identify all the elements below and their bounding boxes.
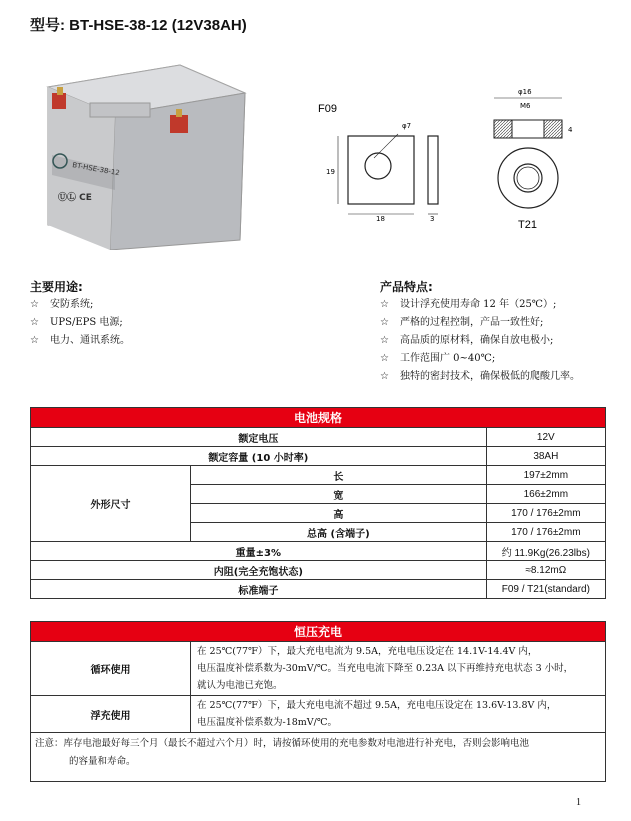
cycle-use-label: 循环使用 xyxy=(31,642,191,696)
star-icon: ☆ xyxy=(380,335,389,346)
star-icon: ☆ xyxy=(380,353,389,364)
table-row: 外形尺寸 长 197±2mm xyxy=(31,466,606,485)
f09-terminal-drawing xyxy=(318,98,448,226)
f09-thick-dim: 3 xyxy=(430,215,435,223)
table-row: 重量±3% 约 11.9Kg(26.23lbs) xyxy=(31,542,606,561)
f09-height-dim: 19 xyxy=(326,168,335,176)
star-icon: ☆ xyxy=(380,371,389,382)
cycle-use-desc: 在 25℃(77℉）下，最大充电电流为 9.5A，充电电压设定在 14.1V-14.4V 内， 电压温度补偿系数为-30mV/℃。当充电电流下降至 0.23A 以下再维持充电状态 3 小时， 就认为电池已充饱。 xyxy=(191,642,606,696)
float-use-label: 浮充使用 xyxy=(31,696,191,733)
list-item: ☆ 安防系统; xyxy=(30,296,130,314)
f09-width-dim: 18 xyxy=(376,215,385,223)
list-item: ☆ 工作范围广 0~40℃; xyxy=(380,350,580,368)
table-row xyxy=(31,696,606,733)
float-use-desc: 在 25℃(77℉）下，最大充电电流不超过 9.5A，充电电压设定在 13.6V-13.8V 内， 电压温度补偿系数为-18mV/℃。 xyxy=(191,696,606,733)
page-number: 1 xyxy=(576,797,581,808)
list-item: ☆ 独特的密封技术，确保极低的爬酸几率。 xyxy=(380,368,580,386)
t21-label: T21 xyxy=(518,219,537,231)
t21-outer-dim: φ16 xyxy=(518,88,532,96)
features-list xyxy=(380,296,580,386)
battery-model-text: BT-HSE-38-12 xyxy=(71,161,121,178)
star-icon: ☆ xyxy=(30,317,39,328)
table-row: 额定电压 12V xyxy=(31,428,606,447)
charge-table xyxy=(30,621,606,782)
list-item: ☆ 电力、通讯系统。 xyxy=(30,332,130,350)
dims-label: 外形尺寸 xyxy=(31,466,191,542)
spec-table xyxy=(30,407,606,599)
usage-heading: 主要用途: xyxy=(30,280,83,294)
table-row: 内阻(完全充饱状态) ≈8.12mΩ xyxy=(31,561,606,580)
table-row: 总高 (含端子) 170 / 176±2mm xyxy=(31,523,606,542)
list-item: ☆ 严格的过程控制，产品一致性好; xyxy=(380,314,580,332)
t21-terminal-drawing xyxy=(488,84,580,234)
battery-image xyxy=(30,55,255,250)
storage-note: 注意：库存电池最好每三个月（最长不超过六个月）时，请按循环使用的充电参数对电池进行补充电，否则会影响电池 的容量和寿命。 xyxy=(31,733,606,782)
table-row: 额定容量 (10 小时率) 38AH xyxy=(31,447,606,466)
table-row: 高 170 / 176±2mm xyxy=(31,504,606,523)
positive-terminal-cover xyxy=(170,115,188,133)
star-icon: ☆ xyxy=(380,317,389,328)
features-heading: 产品特点: xyxy=(380,280,433,294)
star-icon: ☆ xyxy=(380,299,389,310)
table-row xyxy=(31,733,606,782)
t21-depth-dim: 4 xyxy=(568,126,573,134)
table-row xyxy=(31,642,606,696)
f09-label: F09 xyxy=(318,103,337,115)
charge-header: 恒压充电 xyxy=(31,622,606,642)
svg-text:ⓊⓁ CE: ⓊⓁ CE xyxy=(58,193,92,203)
list-item: ☆ 设计浮充使用寿命 12 年（25℃）; xyxy=(380,296,580,314)
star-icon: ☆ xyxy=(30,299,39,310)
spec-header: 电池规格 xyxy=(31,408,606,428)
table-row: 宽 166±2mm xyxy=(31,485,606,504)
list-item: ☆ 高品质的原材料，确保自放电极小; xyxy=(380,332,580,350)
star-icon: ☆ xyxy=(30,335,39,346)
usage-list xyxy=(30,296,130,350)
page-title: 型号: BT-HSE-38-12 (12V38AH) xyxy=(30,17,247,34)
t21-thread-dim: M6 xyxy=(520,102,531,110)
table-row: 标准端子 F09 / T21(standard) xyxy=(31,580,606,599)
f09-hole-dim: φ7 xyxy=(402,122,412,130)
list-item: ☆ UPS/EPS 电源; xyxy=(30,314,130,332)
negative-terminal-cover xyxy=(52,93,66,109)
